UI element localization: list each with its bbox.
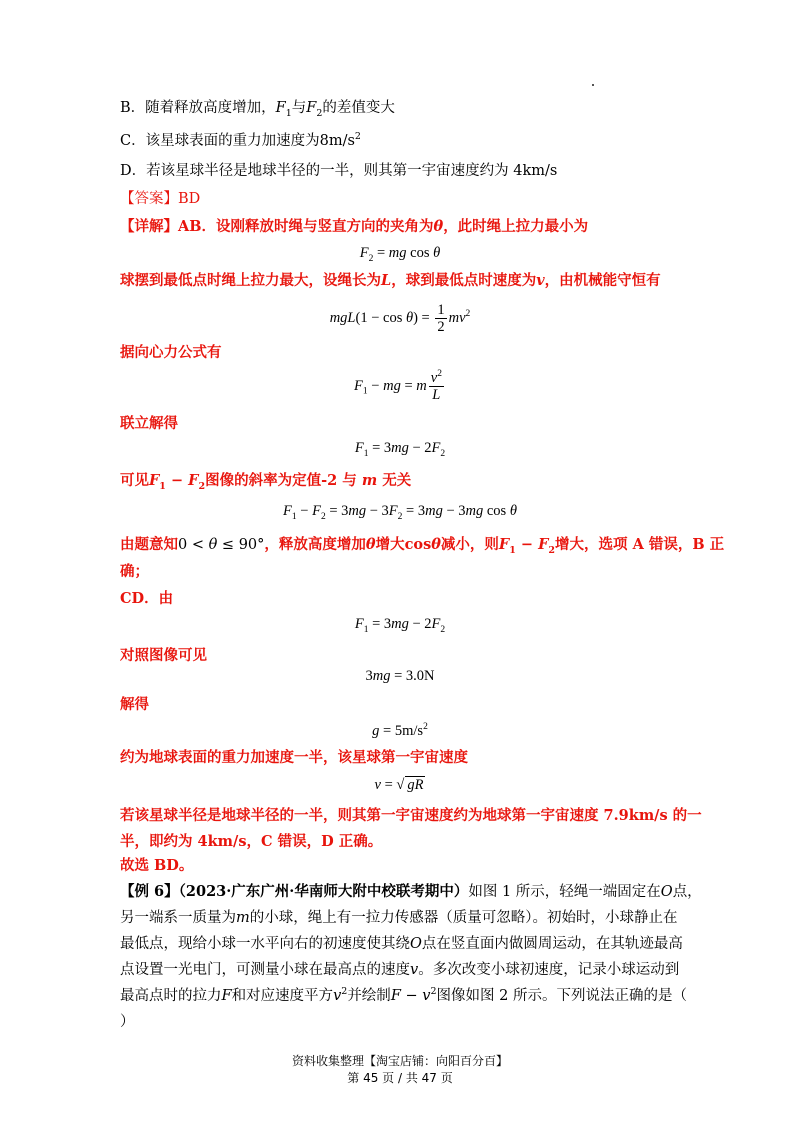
example-line-5: 最高点时的拉力F和对应速度平方$v^2$并绘制$F - v^2$图像如图 2 所示。下列说法正确的是（ [120,986,687,1004]
detail-line-7 [120,562,149,582]
example-line-2: 另一端系一质量为m的小球，绳上有一拉力传感器（质量可忽略）。初始时，小球静止在 [120,910,678,926]
example-text: 图像如图 2 所示。下列说法正确的是（ [436,988,687,1004]
detail-text: 减小，则 [440,536,499,553]
detail-line-14 [120,856,193,876]
answer [120,189,200,209]
example-source: （2023·广东广州·华南师大附中校联考期中） [178,883,469,900]
detail-line-8 [120,589,173,609]
equation-f2: $F_2$ = mg cos θ [359,245,441,264]
equation-centripetal: $F_1$ − mg = m $\frac{v^2}{L}$ [354,369,442,403]
option-d-text: D．若该星球半径是地球半径的一半，则其第一宇宙速度约为 4km/s [120,163,558,179]
detail-text: AB．设刚释放时绳与竖直方向的夹角为 [178,218,434,235]
example-text: 另一端系一质量为 [120,910,236,926]
example-text: 最高点时的拉力 [120,988,222,1004]
equation-f1: $F_1 = 3mg - 2F_2$ [354,440,446,459]
option-b: B．随着释放高度增加，$F_1$与$F_2$的差值变大 [120,100,395,119]
answer-label: 【答案】 [120,191,178,207]
detail-text: 约为地球表面的重力加速度一半，该星球第一宇宙速度 [120,749,468,766]
option-b-text: B．随着释放高度增加， [120,100,276,116]
detail-text: 图像的斜率为定值-2 与 [205,472,357,489]
detail-line-1: 【详解】AB．设刚释放时绳与竖直方向的夹角为θ，此时绳上拉力最小为 [120,218,589,235]
detail-text: 对照图像可见 [120,647,207,664]
example-line-6 [120,1012,135,1032]
example-text: 和对应速度平方 [231,988,334,1004]
equation-3mg: 3mg = 3.0N [365,668,435,684]
example-text: 并绘制 [347,988,391,1004]
example-text: 的小球，绳上有一拉力传感器（质量可忽略）。初始时，小球静止在 [249,910,678,926]
option-c-text: C．该星球表面的重力加速度为 [120,133,320,149]
option-b-and: 与 [291,100,307,116]
detail-line-12 [120,806,702,826]
detail-text: 若该星球半径是地球半径的一半，则其第一宇宙速度约为地球第一宇宙速度 7.9km/s 的一 [120,807,702,824]
example-text: 点， [672,884,702,900]
equation-f1-repeat: $F_1 = 3mg - 2F_2$ [354,616,446,635]
detail-text: 球摆到最低点时绳上拉力最大，设绳长为 [120,272,381,289]
stray-dot [592,84,594,86]
example-text: 。多次改变小球初速度，记录小球运动到 [418,962,680,978]
detail-text: 联立解得 [120,415,178,432]
equation-difference: $F_1 - F_2 = 3mg - 3F_2 = 3mg - 3mg$ cos θ [283,503,517,522]
detail-line-6: 由题意知0 < θ ≤ 90°，释放高度增加θ增大cosθ减小，则$F_1 - F_2$增大，选项 A 错误，B 正 [120,536,725,556]
detail-text: ，球到最低点时速度为 [391,272,537,289]
example-text: 点在竖直面内做圆周运动，在其轨迹最高 [421,936,683,952]
example-text: 点设置一光电门，可测量小球在最高点的速度 [120,962,410,978]
example-text: 最低点，现给小球一水平向右的初速度使其绕 [120,936,410,952]
detail-text: ，释放高度增加 [264,536,366,553]
example-line-1: 【例 6】（2023·广东广州·华南师大附中校联考期中）如图 1 所示，轻绳一端固定在O点， [120,883,702,900]
detail-text: ，由机械能守恒有 [544,272,661,289]
option-c: C．该星球表面的重力加速度为$8m/s^2$ [120,131,361,149]
detail-text: 无关 [382,472,412,489]
detail-text: 据向心力公式有 [120,344,222,361]
option-c-value: 8m/s [319,133,355,149]
detail-line-13 [120,832,382,852]
option-d [120,161,557,181]
answer-value: BD [178,191,201,207]
equation-energy: mgL(1 − cos θ) = $\frac{1}{2}$ $mv^2$ [329,302,471,335]
detail-line-2: 球摆到最低点时绳上拉力最大，设绳长为L，球到最低点时速度为v，由机械能守恒有 [120,272,661,289]
detail-line-11 [120,748,468,768]
detail-text: 增大 [375,536,405,553]
example-text: ） [120,1014,135,1030]
footer-source: 资料收集整理【淘宝店铺：向阳百分百】 [291,1054,508,1068]
detail-text: 半，即约为 4km/s，C 错误，D 正确。 [120,833,383,850]
equation-g: $g = 5m/s^2$ [372,722,428,739]
example-text: 如图 1 所示，轻绳一端固定在 [468,884,661,900]
equation-v: v = √ gR [374,777,424,793]
option-b-end: 的差值变大 [322,100,395,116]
detail-line-10 [120,695,149,715]
detail-text: 确； [120,563,149,580]
detail-label: 【详解】 [120,218,178,235]
detail-text: 解得 [120,696,149,713]
example-line-3: 最低点，现给小球一水平向右的初速度使其绕O点在竖直面内做圆周运动，在其轨迹最高 [120,936,683,952]
detail-text: 可见 [120,472,149,489]
detail-text: 由题意知 [120,536,178,553]
example-line-4: 点设置一光电门，可测量小球在最高点的速度v。多次改变小球初速度，记录小球运动到 [120,962,680,978]
detail-line-9 [120,646,207,666]
detail-text: 故选 BD。 [120,857,194,874]
footer-page-number: 第 45 页 / 共 47 页 [347,1071,453,1085]
detail-line-4 [120,414,178,434]
detail-text: ，此时绳上拉力最小为 [443,218,589,235]
detail-text: 增大，选项 A 错误，B 正 [555,536,725,553]
example-label: 【例 6】 [120,883,179,900]
detail-line-5: 可见$F_1 - F_2$图像的斜率为定值-2 与 m 无关 [120,472,412,492]
detail-text: CD．由 [120,590,174,607]
detail-line-3 [120,343,222,363]
